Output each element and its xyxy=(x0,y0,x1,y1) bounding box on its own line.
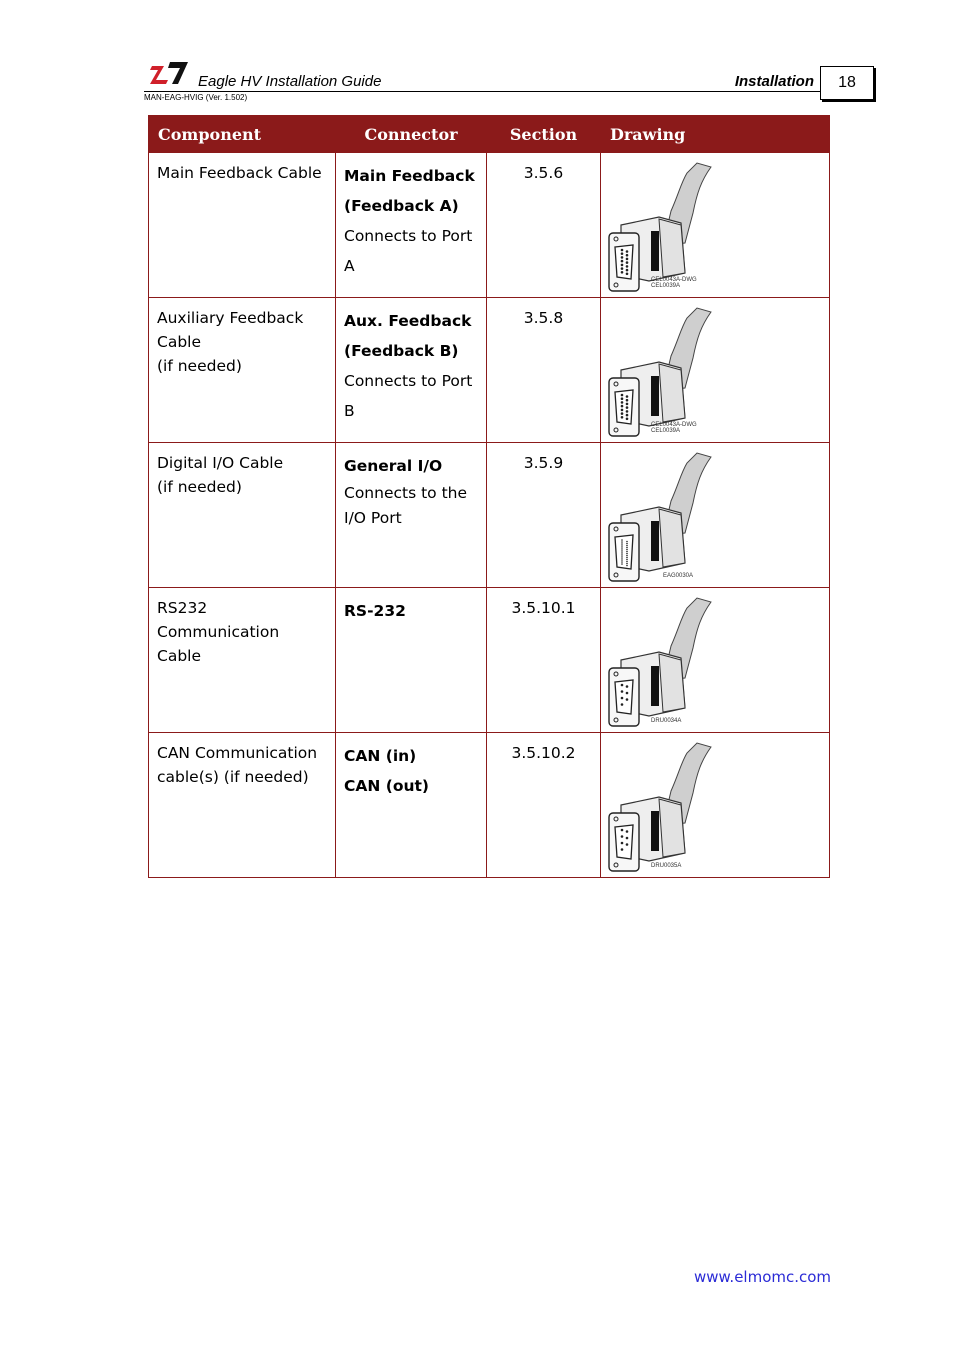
drawing-cell xyxy=(601,588,830,733)
drawing-cell xyxy=(601,298,830,443)
connector-text xyxy=(336,298,486,426)
component-cell xyxy=(149,733,336,878)
component-cell xyxy=(149,153,336,298)
component-line: (if needed) xyxy=(157,478,242,496)
table-row xyxy=(149,733,830,878)
table-row xyxy=(149,298,830,443)
26-pin-d-sub-connector-icon xyxy=(601,443,828,587)
column-header-drawing: Drawing xyxy=(601,116,830,153)
drawing-code xyxy=(651,422,697,434)
document-title: Eagle HV Installation Guide xyxy=(198,73,382,90)
connector-cell xyxy=(336,733,487,878)
header-rule xyxy=(144,91,820,92)
drawing-code-line: CEL0043A-DWG xyxy=(651,277,697,283)
section-number: 3.5.6 xyxy=(523,164,564,182)
section-cell xyxy=(487,153,601,298)
section-cell xyxy=(487,298,601,443)
connector-cell xyxy=(336,298,487,443)
connector-name: RS-232 xyxy=(344,602,406,620)
drawing-code-line: CEL0039A xyxy=(651,283,681,289)
component-line: Cable xyxy=(157,333,202,351)
drawing-cell xyxy=(601,443,830,588)
component-line: Auxiliary Feedback xyxy=(157,309,304,327)
drawing-cell xyxy=(601,733,830,878)
section-cell xyxy=(487,733,601,878)
column-header-connector: Connector xyxy=(336,116,487,153)
drawing-code-line: CEL0039A xyxy=(651,428,681,434)
component-line: cable(s) (if needed) xyxy=(157,768,309,786)
section-cell xyxy=(487,443,601,588)
connector-name: CAN (out) xyxy=(344,777,430,795)
component-line: Digital I/O Cable xyxy=(157,454,284,472)
table-header-row xyxy=(149,116,830,153)
table-row xyxy=(149,588,830,733)
drawing-code-line: DRU0035A xyxy=(651,863,682,869)
drawing-code-line: CEL0043A-DWG xyxy=(651,422,697,428)
drawing-cell xyxy=(601,153,830,298)
component-cell xyxy=(149,298,336,443)
component-cell xyxy=(149,443,336,588)
section-number: 3.5.10.2 xyxy=(511,744,576,762)
connector-name: (Feedback B) xyxy=(344,342,459,360)
column-header-section: Section xyxy=(487,116,601,153)
connector-note: Connects to Port B xyxy=(344,372,473,420)
connector-cell xyxy=(336,443,487,588)
section-number: 3.5.10.1 xyxy=(511,599,576,617)
drawing-code xyxy=(651,718,681,724)
drawing-code-line: EAG0030A xyxy=(663,573,694,579)
drawing-code xyxy=(651,863,681,869)
9-pin-d-sub-connector-icon xyxy=(601,733,828,877)
connector-text xyxy=(336,443,486,531)
component-line: (if needed) xyxy=(157,357,242,375)
component-line: Main Feedback Cable xyxy=(157,164,322,182)
table-row xyxy=(149,153,830,298)
connector-cell xyxy=(336,588,487,733)
connector-text xyxy=(336,588,486,626)
section-cell xyxy=(487,588,601,733)
elmo-logo-icon xyxy=(148,58,190,88)
component-text xyxy=(149,443,335,499)
component-text xyxy=(149,153,335,185)
connector-text xyxy=(336,733,486,801)
website-link[interactable]: www.elmomc.com xyxy=(694,1268,832,1286)
connector-cell xyxy=(336,153,487,298)
connector-name: General I/O xyxy=(344,457,443,475)
connector-name: (Feedback A) xyxy=(344,197,459,215)
document-code: MAN-EAG-HVIG (Ver. 1.502) xyxy=(144,93,248,102)
connector-note: Connects to the xyxy=(344,484,468,502)
column-header-component: Component xyxy=(149,116,336,153)
15-pin-d-sub-connector-icon xyxy=(601,298,828,442)
15-pin-d-sub-connector-icon xyxy=(601,153,828,297)
connector-name: CAN (in) xyxy=(344,747,417,765)
page-number: 18 xyxy=(820,66,874,100)
component-text xyxy=(149,298,335,378)
connector-note: Connects to Port A xyxy=(344,227,473,275)
component-text xyxy=(149,733,335,789)
component-cell xyxy=(149,588,336,733)
component-text xyxy=(149,588,335,668)
connector-text xyxy=(336,153,486,281)
component-line: Cable xyxy=(157,647,202,665)
cables-table xyxy=(148,115,830,878)
section-number: 3.5.8 xyxy=(523,309,564,327)
section-number: 3.5.9 xyxy=(523,454,564,472)
component-line: RS232 Communication xyxy=(157,599,280,641)
drawing-code xyxy=(663,573,693,579)
drawing-code-line: DRU0034A xyxy=(651,718,682,724)
section-label: Installation xyxy=(734,73,814,90)
connector-name: Aux. Feedback xyxy=(344,312,472,330)
9-pin-d-sub-connector-icon xyxy=(601,588,828,732)
drawing-code xyxy=(651,277,697,289)
component-line: CAN Communication xyxy=(157,744,318,762)
table-row xyxy=(149,443,830,588)
connector-note: I/O Port xyxy=(344,509,402,527)
connector-name: Main Feedback xyxy=(344,167,475,185)
